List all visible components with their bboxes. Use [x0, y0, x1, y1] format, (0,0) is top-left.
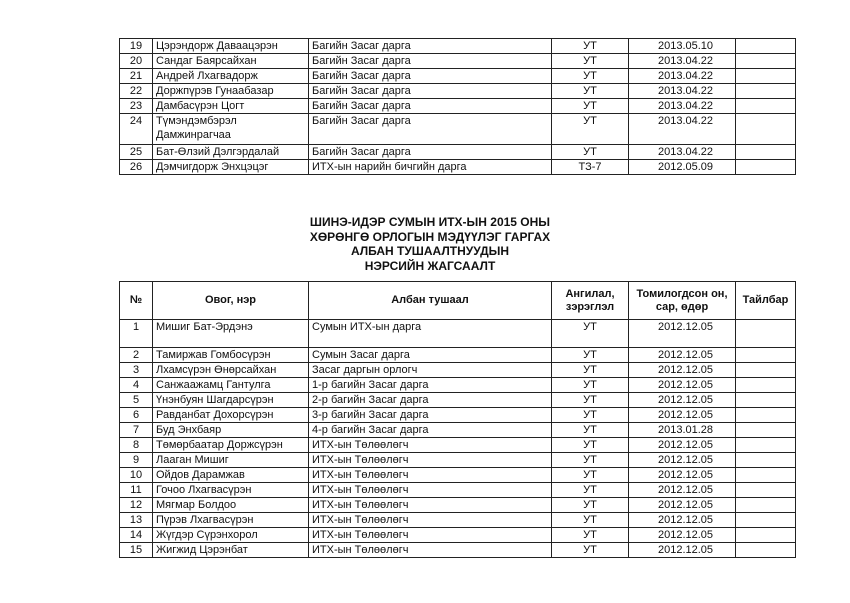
row-note [736, 438, 796, 453]
row-category: УТ [552, 378, 629, 393]
header-name: Овог, нэр [153, 282, 309, 320]
row-position: Сумын ИТХ-ын дарга [309, 320, 552, 348]
row-name: Андрей Лхагвадорж [153, 69, 309, 84]
table-row [120, 145, 796, 160]
row-category: УТ [552, 145, 629, 160]
row-category: ТЗ-7 [552, 160, 629, 175]
row-number: 10 [120, 468, 153, 483]
row-name: Цэрэндорж Даваацэрэн [153, 39, 309, 54]
row-number: 24 [120, 114, 153, 145]
row-position: ИТХ-ын Төлөөлөгч [309, 483, 552, 498]
row-name: Сандаг Баярсайхан [153, 54, 309, 69]
row-number: 19 [120, 39, 153, 54]
row-position: ИТХ-ын Төлөөлөгч [309, 528, 552, 543]
row-date: 2012.12.05 [629, 513, 736, 528]
row-date: 2012.12.05 [629, 320, 736, 348]
row-number: 12 [120, 498, 153, 513]
table-row [120, 99, 796, 114]
row-date: 2013.04.22 [629, 84, 736, 99]
row-date: 2013.04.22 [629, 69, 736, 84]
row-note [736, 543, 796, 558]
row-note [736, 393, 796, 408]
table-row [120, 543, 796, 558]
row-number: 7 [120, 423, 153, 438]
row-position: ИТХ-ын Төлөөлөгч [309, 453, 552, 468]
row-position: Багийн Засаг дарга [309, 114, 552, 145]
row-date: 2012.12.05 [629, 438, 736, 453]
row-number: 21 [120, 69, 153, 84]
row-number: 15 [120, 543, 153, 558]
row-name: Түмэндэмбэрэл Дамжинрагчаа [153, 114, 309, 145]
row-position: Багийн Засаг дарга [309, 39, 552, 54]
row-number: 9 [120, 453, 153, 468]
row-note [736, 363, 796, 378]
row-note [736, 513, 796, 528]
row-position: Сумын Засаг дарга [309, 348, 552, 363]
row-name: Бат-Өлзий Дэлгэрдалай [153, 145, 309, 160]
table-row [120, 438, 796, 453]
row-note [736, 84, 796, 99]
row-category: УТ [552, 54, 629, 69]
row-name: Равданбат Дохорсүрэн [153, 408, 309, 423]
row-category: УТ [552, 513, 629, 528]
title-line-2: ХӨРӨНГӨ ОРЛОГЫН МЭДҮҮЛЭГ ГАРГАХ [309, 229, 551, 244]
row-name: Төмөрбаатар Доржсүрэн [153, 438, 309, 453]
row-date: 2013.05.10 [629, 39, 736, 54]
row-position: 4-р багийн Засаг дарга [309, 423, 552, 438]
row-note [736, 483, 796, 498]
row-position: Багийн Засаг дарга [309, 69, 552, 84]
header-category: Ангилал, зэрэглэл [552, 282, 629, 320]
table-row [120, 320, 796, 348]
row-category: УТ [552, 39, 629, 54]
row-category: УТ [552, 528, 629, 543]
row-date: 2013.04.22 [629, 114, 736, 145]
row-category: УТ [552, 114, 629, 145]
row-position: ИТХ-ын Төлөөлөгч [309, 498, 552, 513]
row-position: ИТХ-ын нарийн бичгийн дарга [309, 160, 552, 175]
row-position: ИТХ-ын Төлөөлөгч [309, 543, 552, 558]
row-position: Багийн Засаг дарга [309, 54, 552, 69]
row-category: УТ [552, 423, 629, 438]
officials-list-table [119, 281, 796, 558]
row-number: 5 [120, 393, 153, 408]
continued-officials-table [119, 38, 796, 175]
row-position: Багийн Засаг дарга [309, 145, 552, 160]
row-name: Үнэнбуян Шагдарсүрэн [153, 393, 309, 408]
row-name: Жигжид Цэрэнбат [153, 543, 309, 558]
row-position: 3-р багийн Засаг дарга [309, 408, 552, 423]
row-category: УТ [552, 99, 629, 114]
row-position: ИТХ-ын Төлөөлөгч [309, 438, 552, 453]
table-row [120, 513, 796, 528]
row-category: УТ [552, 468, 629, 483]
table-row [120, 378, 796, 393]
row-note [736, 99, 796, 114]
row-date: 2012.12.05 [629, 453, 736, 468]
row-position: Багийн Засаг дарга [309, 84, 552, 99]
row-name: Санжаажамц Гантулга [153, 378, 309, 393]
row-note [736, 498, 796, 513]
row-number: 23 [120, 99, 153, 114]
row-note [736, 39, 796, 54]
row-category: УТ [552, 543, 629, 558]
row-number: 6 [120, 408, 153, 423]
table-row [120, 483, 796, 498]
row-number: 13 [120, 513, 153, 528]
row-date: 2012.12.05 [629, 468, 736, 483]
row-name: Пүрэв Лхагвасүрэн [153, 513, 309, 528]
row-category: УТ [552, 393, 629, 408]
header-note: Тайлбар [736, 282, 796, 320]
table-row [120, 528, 796, 543]
row-name: Гочоо Лхагвасүрэн [153, 483, 309, 498]
row-date: 2012.12.05 [629, 393, 736, 408]
row-name: Лхамсүрэн Өнөрсайхан [153, 363, 309, 378]
row-date: 2013.04.22 [629, 145, 736, 160]
row-position: ИТХ-ын Төлөөлөгч [309, 513, 552, 528]
row-note [736, 453, 796, 468]
row-note [736, 408, 796, 423]
row-number: 14 [120, 528, 153, 543]
row-date: 2012.12.05 [629, 483, 736, 498]
header-position: Албан тушаал [309, 282, 552, 320]
row-name: Ойдов Дарамжав [153, 468, 309, 483]
row-name: Дамбасүрэн Цогт [153, 99, 309, 114]
row-date: 2012.12.05 [629, 348, 736, 363]
row-category: УТ [552, 453, 629, 468]
table-header-row [120, 282, 796, 320]
row-position: Багийн Засаг дарга [309, 99, 552, 114]
row-name: Мягмар Болдоо [153, 498, 309, 513]
row-note [736, 114, 796, 145]
table-row [120, 498, 796, 513]
row-name: Буд Энхбаяр [153, 423, 309, 438]
row-name: Доржпүрэв Гунаабазар [153, 84, 309, 99]
table-row [120, 423, 796, 438]
table-row [120, 39, 796, 54]
row-note [736, 69, 796, 84]
row-name: Тамиржав Гомбосүрэн [153, 348, 309, 363]
row-note [736, 54, 796, 69]
row-date: 2012.12.05 [629, 378, 736, 393]
row-date: 2013.01.28 [629, 423, 736, 438]
document-title [200, 215, 660, 273]
row-date: 2012.05.09 [629, 160, 736, 175]
header-date: Томилогдсон он, сар, өдөр [629, 282, 736, 320]
row-number: 3 [120, 363, 153, 378]
row-note [736, 145, 796, 160]
row-name: Мишиг Бат-Эрдэнэ [153, 320, 309, 348]
table-row [120, 363, 796, 378]
row-date: 2013.04.22 [629, 54, 736, 69]
row-number: 2 [120, 348, 153, 363]
title-line-3: АЛБАН ТУШААЛТНУУДЫН [350, 244, 510, 258]
row-number: 25 [120, 145, 153, 160]
row-note [736, 320, 796, 348]
table-row [120, 393, 796, 408]
row-date: 2012.12.05 [629, 543, 736, 558]
row-name: Жүгдэр Сүрэнхорол [153, 528, 309, 543]
row-date: 2012.12.05 [629, 363, 736, 378]
title-line-4: НЭРСИЙН ЖАГСААЛТ [364, 258, 496, 273]
row-category: УТ [552, 438, 629, 453]
row-number: 26 [120, 160, 153, 175]
row-date: 2012.12.05 [629, 498, 736, 513]
row-name: Дэмчигдорж Энхцэцэг [153, 160, 309, 175]
row-note [736, 160, 796, 175]
table-row [120, 468, 796, 483]
table-row [120, 160, 796, 175]
row-name: Лааган Мишиг [153, 453, 309, 468]
row-date: 2012.12.05 [629, 528, 736, 543]
table-row [120, 408, 796, 423]
row-category: УТ [552, 84, 629, 99]
row-position: Засаг даргын орлогч [309, 363, 552, 378]
row-note [736, 528, 796, 543]
row-category: УТ [552, 363, 629, 378]
row-note [736, 378, 796, 393]
table-row [120, 84, 796, 99]
row-position: 2-р багийн Засаг дарга [309, 393, 552, 408]
row-number: 1 [120, 320, 153, 348]
header-no: № [120, 282, 153, 320]
row-category: УТ [552, 498, 629, 513]
table-row [120, 348, 796, 363]
row-position: ИТХ-ын Төлөөлөгч [309, 468, 552, 483]
row-note [736, 348, 796, 363]
row-number: 4 [120, 378, 153, 393]
row-category: УТ [552, 320, 629, 348]
row-number: 20 [120, 54, 153, 69]
row-category: УТ [552, 483, 629, 498]
row-category: УТ [552, 408, 629, 423]
row-date: 2013.04.22 [629, 99, 736, 114]
table-row [120, 69, 796, 84]
row-date: 2012.12.05 [629, 408, 736, 423]
title-line-1: ШИНЭ-ИДЭР СУМЫН ИТХ-ЫН 2015 ОНЫ [309, 215, 551, 229]
row-category: УТ [552, 348, 629, 363]
row-number: 11 [120, 483, 153, 498]
table-row [120, 114, 796, 145]
row-number: 8 [120, 438, 153, 453]
row-position: 1-р багийн Засаг дарга [309, 378, 552, 393]
row-note [736, 423, 796, 438]
row-number: 22 [120, 84, 153, 99]
table-row [120, 453, 796, 468]
table-row [120, 54, 796, 69]
row-category: УТ [552, 69, 629, 84]
row-note [736, 468, 796, 483]
